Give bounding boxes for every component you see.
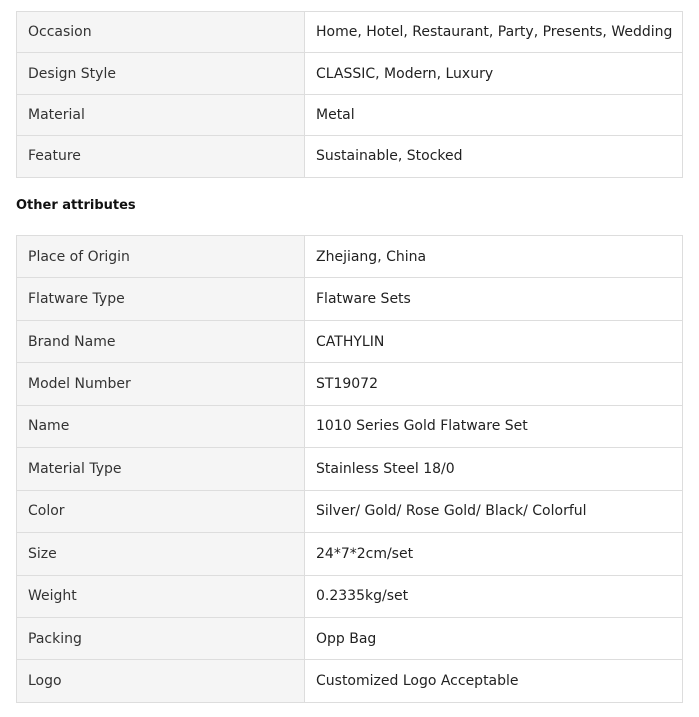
table-row — [17, 617, 683, 659]
attribute-label: Model Number — [17, 363, 305, 405]
attribute-label: Name — [17, 405, 305, 447]
attribute-value: Zhejiang, China — [305, 236, 683, 278]
attribute-label: Material Type — [17, 448, 305, 490]
table-row — [17, 53, 683, 94]
table-row — [17, 363, 683, 405]
attribute-value: Sustainable, Stocked — [305, 136, 683, 177]
attribute-label: Flatware Type — [17, 278, 305, 320]
attribute-label: Packing — [17, 617, 305, 659]
attribute-label: Occasion — [17, 12, 305, 53]
attribute-label: Size — [17, 533, 305, 575]
attribute-value: Flatware Sets — [305, 278, 683, 320]
table-row — [17, 448, 683, 490]
attribute-value: Opp Bag — [305, 617, 683, 659]
attribute-value: ST19072 — [305, 363, 683, 405]
table-row — [17, 94, 683, 135]
attribute-value: 0.2335kg/set — [305, 575, 683, 617]
attribute-value: CLASSIC, Modern, Luxury — [305, 53, 683, 94]
attribute-label: Design Style — [17, 53, 305, 94]
attribute-label: Color — [17, 490, 305, 532]
other-attributes-table — [16, 235, 683, 703]
attribute-label: Brand Name — [17, 320, 305, 362]
attribute-label: Material — [17, 94, 305, 135]
table-row — [17, 660, 683, 702]
attribute-value: 24*7*2cm/set — [305, 533, 683, 575]
table-row — [17, 490, 683, 532]
attribute-value: Metal — [305, 94, 683, 135]
attribute-label: Place of Origin — [17, 236, 305, 278]
attribute-value: CATHYLIN — [305, 320, 683, 362]
attribute-value: Home, Hotel, Restaurant, Party, Presents, Wedding — [305, 12, 683, 53]
table-row — [17, 533, 683, 575]
table-row — [17, 12, 683, 53]
attribute-value: Silver/ Gold/ Rose Gold/ Black/ Colorful — [305, 490, 683, 532]
table-row — [17, 278, 683, 320]
attribute-label: Feature — [17, 136, 305, 177]
table-row — [17, 136, 683, 177]
attribute-label: Weight — [17, 575, 305, 617]
attribute-value: 1010 Series Gold Flatware Set — [305, 405, 683, 447]
section-title: Other attributes — [16, 198, 136, 213]
attribute-value: Customized Logo Acceptable — [305, 660, 683, 702]
attribute-label: Logo — [17, 660, 305, 702]
key-attributes-table — [16, 11, 683, 178]
table-row — [17, 236, 683, 278]
attribute-value: Stainless Steel 18/0 — [305, 448, 683, 490]
table-row — [17, 320, 683, 362]
table-row — [17, 405, 683, 447]
table-row — [17, 575, 683, 617]
